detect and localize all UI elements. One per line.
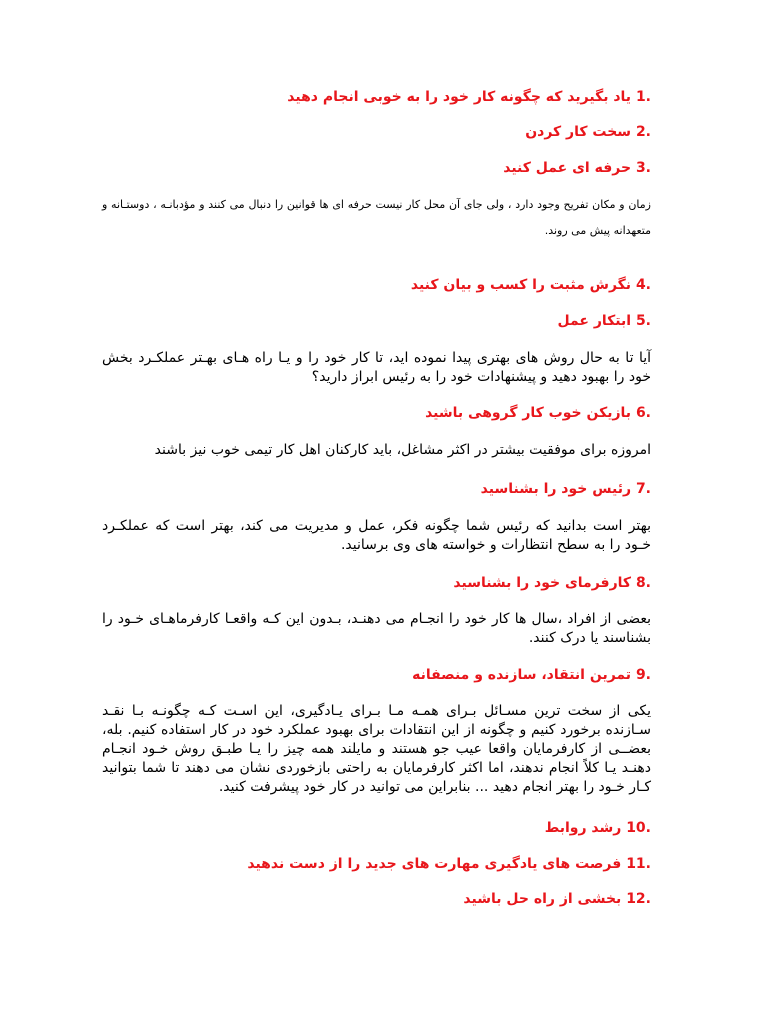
heading-text: رشد روابط [544, 820, 622, 836]
heading-text: فرصت های یادگیری مهارت های جدید را از دست ندهید [247, 856, 622, 872]
heading-8 [453, 575, 651, 591]
heading-text: نگرش مثبت را کسب و بیان کنید [410, 277, 632, 293]
heading-text: تمرین انتقاد، سازنده و منصفانه [412, 667, 632, 683]
heading-3 [503, 160, 651, 176]
heading-number: 12. [626, 891, 651, 907]
heading-number: 7. [635, 481, 651, 497]
heading-number: 11. [626, 856, 651, 872]
heading-number: 8. [635, 575, 651, 591]
paragraph-8: بعضی از افراد ،سال ها کار خود را انجـام می دهنـد، بـدون این کـه واقعـا کارفرماهـای خـود را بشناسند یا درک کنند. [102, 611, 651, 646]
heading-1 [287, 89, 651, 105]
heading-text: سخت کار کردن [525, 124, 632, 140]
heading-text: یاد بگیرید که چگونه کار خود را به خوبی انجام دهید [287, 89, 632, 105]
heading-text: ابتکار عمل [557, 313, 632, 329]
heading-text: بخشی از راه حل باشید [463, 891, 622, 907]
heading-2 [525, 124, 651, 140]
heading-text: رئیس خود را بشناسید [480, 481, 632, 497]
heading-number: 6. [635, 405, 651, 421]
heading-number: 3. [635, 160, 651, 176]
heading-number: 4. [635, 277, 651, 293]
paragraph-9: یکی از سخت ترین مسـائل بـرای همـه مـا بـرای یـادگیری، این اسـت کـه چگونـه بـا نقـد سـازنده برخورد کنیم و چگونه از این انتقادات برای بهبود عملکرد خود در کار استفاده کنیم. بله، بعضــی از کارفرمایان واقعا عیب جو هستند و مایلند همه چیز را یـا طبـق روش خـود انجـام دهنـد یـا کلاً انجام ندهند، اما اکثر کارفرمایان به راحتی بازخوردی نشان می دهند تا شما بتوانید کـار خـود را بهتر انجام دهید ... بنابراین می توانید در کار خود پیشرفت کنید. [102, 703, 651, 795]
paragraph-6: امروزه برای موفقیت بیشتر در اکثر مشاغل، باید کارکنان اهل کار تیمی خوب نیز باشند [154, 442, 651, 458]
heading-text: بازیکن خوب کار گروهی باشید [425, 405, 632, 421]
paragraph-5: آیا تا به حال روش های بهتری پیدا نموده اید، تا کار خود را و یـا راه هـای بهـتر عملکـرد بخش خود را بهبود دهید و پیشنهادات خود را به رئیس ابراز دارید؟ [102, 350, 651, 385]
heading-5 [558, 313, 652, 329]
paragraph-3: زمان و مکان تفریح وجود دارد ، ولی جای آن محل کار نیست حرفه ای ها قوانین را دنبال می کنند و مؤدبانـه ، دوستـانه و متعهدانه پیش می روند. [102, 198, 651, 237]
heading-7 [481, 481, 651, 497]
heading-text: حرفه ای عمل کنید [503, 160, 632, 176]
heading-number: 10. [626, 820, 651, 836]
heading-10 [545, 820, 651, 836]
paragraph-7: بهتر است بدانید که رئیس شما چگونه فکر، عمل و مدیریت می کند، بهتر است که عملکـرد خـود را به سطح انتظارات و خواسته های وی برسانید. [102, 518, 651, 553]
heading-number: 9. [635, 667, 651, 683]
heading-9 [412, 667, 651, 683]
heading-4 [411, 277, 651, 293]
heading-6 [425, 405, 651, 421]
heading-number: 5. [635, 313, 651, 329]
heading-number: 2. [635, 124, 651, 140]
heading-12 [463, 891, 651, 907]
heading-text: کارفرمای خود را بشناسید [453, 575, 632, 591]
heading-11 [247, 856, 651, 872]
heading-number: 1. [635, 89, 651, 105]
